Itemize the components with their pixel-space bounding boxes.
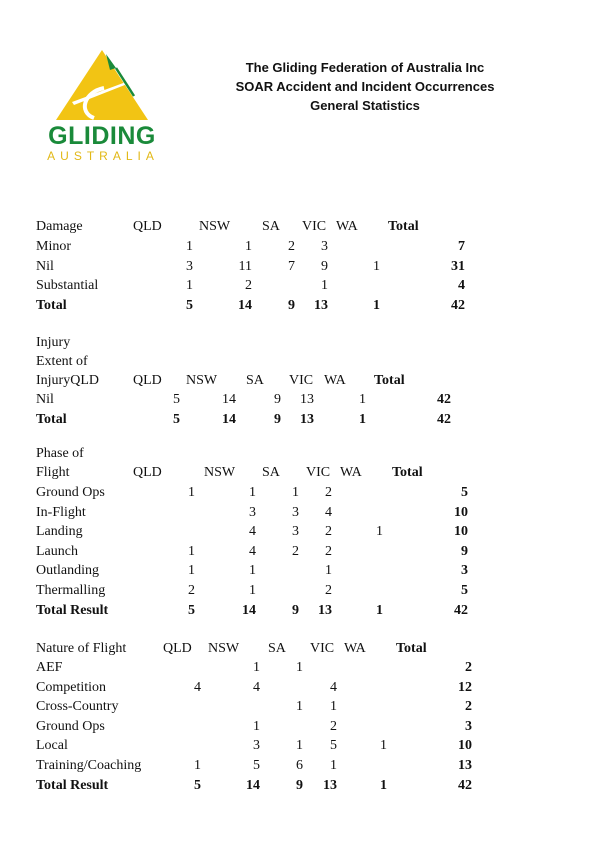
row-label: Outlanding xyxy=(36,563,99,579)
row-label: Thermalling xyxy=(36,583,106,598)
title-line-2: SOAR Accident and Incident Occurrences xyxy=(235,79,495,94)
value-total: 2 xyxy=(465,660,472,675)
column-header-wa: WA xyxy=(340,465,362,480)
value-total: 42 xyxy=(437,392,451,407)
column-header-vic: VIC xyxy=(306,465,331,480)
value-vic: 13 xyxy=(300,392,314,407)
value-qld: 1 xyxy=(188,563,195,579)
value-wa: 1 xyxy=(376,602,383,618)
value-total: 3 xyxy=(465,718,472,734)
title-line-3: General Statistics xyxy=(310,98,420,113)
gliding-australia-logo xyxy=(40,48,170,166)
value-wa: 1 xyxy=(373,298,380,314)
value-total: 7 xyxy=(458,239,465,254)
value-vic: 9 xyxy=(321,258,328,274)
row-label: Ground Ops xyxy=(36,718,105,734)
row-label: Nil xyxy=(36,392,54,407)
row-label: Cross-Country xyxy=(36,699,119,715)
title-line-1: The Gliding Federation of Australia Inc xyxy=(245,60,485,75)
value-total: 12 xyxy=(458,679,472,695)
value-vic: 4 xyxy=(325,504,332,520)
value-nsw: 4 xyxy=(253,679,260,695)
value-vic: 1 xyxy=(325,563,332,579)
value-total: 31 xyxy=(451,258,465,274)
row-label: Total Result xyxy=(36,777,109,793)
value-nsw: 2 xyxy=(245,278,252,294)
value-nsw: 1 xyxy=(249,485,256,500)
value-total: 10 xyxy=(458,738,472,754)
value-total: 42 xyxy=(437,411,451,427)
column-header-total: Total xyxy=(396,641,427,656)
value-total: 9 xyxy=(461,543,468,559)
row-label: Local xyxy=(36,738,68,754)
column-header-total: Total xyxy=(392,465,423,480)
value-nsw: 3 xyxy=(249,504,256,520)
value-vic: 1 xyxy=(321,278,328,294)
column-header-qld: QLD xyxy=(133,465,162,480)
row-label: Nil xyxy=(36,258,54,274)
value-sa: 6 xyxy=(296,758,303,773)
value-sa: 1 xyxy=(292,485,299,500)
value-total: 42 xyxy=(458,777,472,793)
value-nsw: 1 xyxy=(245,239,252,254)
value-qld: 1 xyxy=(194,758,201,773)
value-vic: 2 xyxy=(325,524,332,540)
value-nsw: 14 xyxy=(222,411,236,427)
value-total: 42 xyxy=(454,602,468,618)
value-vic: 13 xyxy=(300,411,314,427)
value-total: 13 xyxy=(458,758,472,773)
row-label: Total xyxy=(36,298,67,314)
value-vic: 13 xyxy=(314,298,328,314)
value-total: 3 xyxy=(461,563,468,579)
value-nsw: 1 xyxy=(253,660,260,675)
value-total: 42 xyxy=(451,298,465,314)
value-vic: 5 xyxy=(330,738,337,754)
value-sa: 9 xyxy=(292,602,299,618)
column-header-sa: SA xyxy=(268,641,286,656)
value-nsw: 3 xyxy=(253,738,260,754)
column-header-wa: WA xyxy=(336,219,358,234)
value-nsw: 5 xyxy=(253,758,260,773)
value-wa: 1 xyxy=(380,738,387,754)
value-nsw: 4 xyxy=(249,543,256,559)
column-header-qld: QLD xyxy=(133,219,162,234)
row-label: Launch xyxy=(36,543,78,559)
value-qld: 5 xyxy=(194,777,201,793)
column-header-total: Total xyxy=(388,219,419,234)
nature-header-label: Nature of Flight xyxy=(36,641,127,656)
value-wa: 1 xyxy=(376,524,383,540)
row-label: Ground Ops xyxy=(36,485,105,500)
value-vic: 1 xyxy=(330,758,337,773)
column-header-sa: SA xyxy=(246,373,264,388)
value-qld: 1 xyxy=(186,278,193,294)
value-total: 5 xyxy=(461,583,468,598)
injury-header-label: Injury xyxy=(36,335,71,350)
value-nsw: 14 xyxy=(242,602,256,618)
value-vic: 2 xyxy=(325,583,332,598)
row-label: Minor xyxy=(36,239,71,254)
injury-header-label: InjuryQLD xyxy=(36,373,99,388)
value-sa: 1 xyxy=(296,738,303,754)
value-vic: 2 xyxy=(325,485,332,500)
value-nsw: 1 xyxy=(249,563,256,579)
row-label: In-Flight xyxy=(36,504,86,520)
value-nsw: 14 xyxy=(246,777,260,793)
row-label: Training/Coaching xyxy=(36,758,142,773)
logo-subtitle: AUSTRALIA xyxy=(47,149,159,163)
value-vic: 13 xyxy=(323,777,337,793)
value-qld: 1 xyxy=(186,239,193,254)
value-vic: 13 xyxy=(318,602,332,618)
value-sa: 2 xyxy=(292,543,299,559)
value-vic: 1 xyxy=(330,699,337,715)
phase-header-label: Phase of xyxy=(36,446,84,461)
injury-header-label: Extent of xyxy=(36,354,88,369)
value-qld: 2 xyxy=(188,583,195,598)
value-sa: 3 xyxy=(292,504,299,520)
column-header-sa: SA xyxy=(262,219,280,234)
value-total: 5 xyxy=(461,485,468,500)
row-label: Substantial xyxy=(36,278,99,294)
value-qld: 3 xyxy=(186,258,193,274)
value-total: 10 xyxy=(454,524,468,540)
value-sa: 9 xyxy=(296,777,303,793)
value-sa: 7 xyxy=(288,258,295,274)
value-vic: 2 xyxy=(330,718,337,734)
row-label: Competition xyxy=(36,679,106,695)
column-header-nsw: NSW xyxy=(204,465,236,480)
column-header-qld: QLD xyxy=(133,373,162,388)
value-total: 2 xyxy=(465,699,472,715)
value-sa: 3 xyxy=(292,524,299,540)
value-nsw: 14 xyxy=(238,298,252,314)
row-label: Total xyxy=(36,411,67,427)
column-header-vic: VIC xyxy=(302,219,327,234)
row-label: Landing xyxy=(36,524,83,540)
damage-header-label: Damage xyxy=(36,219,83,234)
logo-wordmark: GLIDING xyxy=(48,122,156,150)
value-qld: 4 xyxy=(194,679,201,695)
value-wa: 1 xyxy=(380,777,387,793)
value-wa: 1 xyxy=(373,258,380,274)
value-wa: 1 xyxy=(359,392,366,407)
value-sa: 9 xyxy=(274,411,281,427)
column-header-sa: SA xyxy=(262,465,280,480)
column-header-vic: VIC xyxy=(310,641,335,656)
value-qld: 5 xyxy=(173,392,180,407)
value-qld: 5 xyxy=(188,602,195,618)
value-nsw: 14 xyxy=(222,392,236,407)
column-header-qld: QLD xyxy=(163,641,192,656)
column-header-total: Total xyxy=(374,373,405,388)
value-sa: 9 xyxy=(288,298,295,314)
column-header-nsw: NSW xyxy=(208,641,240,656)
phase-header-label: Flight xyxy=(36,465,70,480)
value-sa: 1 xyxy=(296,699,303,715)
row-label: AEF xyxy=(36,660,63,675)
value-vic: 2 xyxy=(325,543,332,559)
value-qld: 5 xyxy=(186,298,193,314)
value-qld: 1 xyxy=(188,485,195,500)
value-total: 10 xyxy=(454,504,468,520)
value-nsw: 1 xyxy=(249,583,256,598)
column-header-nsw: NSW xyxy=(186,373,218,388)
value-vic: 4 xyxy=(330,679,337,695)
value-vic: 3 xyxy=(321,239,328,254)
value-nsw: 4 xyxy=(249,524,256,540)
column-header-vic: VIC xyxy=(289,373,314,388)
value-qld: 1 xyxy=(188,543,195,559)
row-label: Total Result xyxy=(36,602,109,618)
column-header-nsw: NSW xyxy=(199,219,231,234)
value-sa: 2 xyxy=(288,239,295,254)
value-sa: 9 xyxy=(274,392,281,407)
glider-triangle-icon xyxy=(54,48,150,124)
value-nsw: 1 xyxy=(253,718,260,734)
document-title xyxy=(215,58,515,115)
column-header-wa: WA xyxy=(344,641,366,656)
value-total: 4 xyxy=(458,278,465,294)
column-header-wa: WA xyxy=(324,373,346,388)
value-wa: 1 xyxy=(359,411,366,427)
value-qld: 5 xyxy=(173,411,180,427)
value-sa: 1 xyxy=(296,660,303,675)
value-nsw: 11 xyxy=(238,258,252,274)
